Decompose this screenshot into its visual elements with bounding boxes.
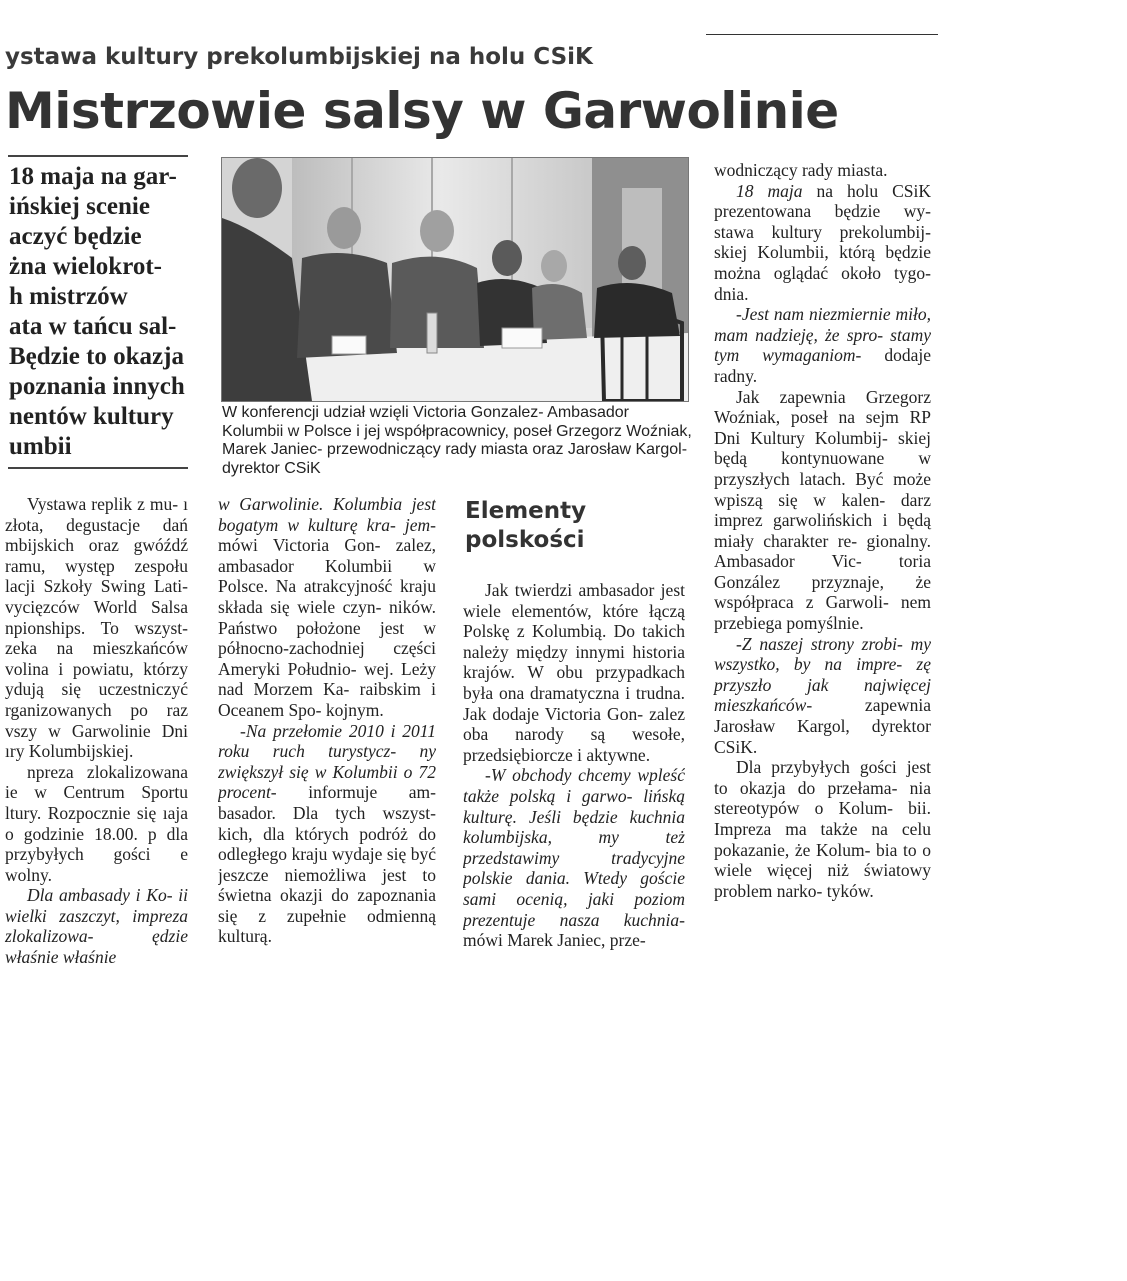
lead-line: ińskiej scenie [9, 193, 150, 220]
paragraph: Dla przybyłych gości jest to okazja do przełama- nia stereotypów o Kolum- bii. Impreza ma także na celu pokazanie, że Kolum- bia to o wiele więcej niż światowy problem narko- tyków. [714, 757, 931, 901]
paragraph: Jak twierdzi ambasador jest wiele elementów, które łączą Polskę z Kolumbią. Do takich należy między innymi historia krajów. W obu przypadkach była ona dramatyczna i trudna. Jak dodaje Victoria Gon- zalez oba narody są wesołe, przedsiębiorcze i aktywne. [463, 580, 685, 765]
quote: -Na przełomie 2010 i 2011 roku ruch turystycz- ny zwiększył się w Kolumbii o 72 procent- [218, 720, 436, 803]
conference-photo-illustration [222, 158, 688, 401]
conference-photo [221, 157, 689, 402]
lead-line: ata w tańcu sal- [9, 313, 177, 340]
paragraph: Vystawa replik z mu- ı złota, degustacje dań mbijskich oraz gwóźdź ramu, występ zespołu lacji Szkoły Swing Lati- vycięzców World Salsa npionships. To wszyst- zeka na mieszkańców volina i powiatu, którzy ydują się uczestniczyć rganizowanych po raz vszy w Garwolinie Dni ıry Kolumbijskiej. [5, 494, 188, 762]
paragraph: wodniczący rady miasta. [714, 160, 888, 180]
paragraph-text: mówi Victoria Gon- zalez, ambasador Kolumbii w Polsce. Na atrakcyjność kraju składa się wiele czyn- ników. Państwo położone jest w północno-zachodniej części Ameryki Południo- wej. Leży nad Morzem Ka- raibskim i Oceanem Spo- kojnym. [218, 535, 436, 720]
lead-line: poznania innych [9, 373, 185, 400]
lead-bottom-rule [8, 467, 188, 469]
paragraph [714, 634, 931, 758]
lead-paragraph [9, 162, 195, 462]
article-column-4 [714, 160, 931, 901]
paragraph [714, 181, 931, 305]
lead-line: 18 maja na gar- [9, 163, 177, 190]
kicker: ystawa kultury prekolumbijskiej na holu CSiK [5, 44, 593, 70]
paragraph: npreza zlokalizowana ie w Centrum Sportu ltury. Rozpocznie się ıaja o godzinie 18.00. p dla przybyłych gości e wolny. [5, 761, 188, 885]
paragraph: Jak zapewnia Grzegorz Woźniak, poseł na sejm RP Dni Kultury Kolumbij- skiej będą kontynuowane w przyszłych latach. Być może wpiszą się w kalen- darz imprez garwolińskich i będą miały charakter re- gionalny. Ambasador Vic- toria González przyznaje, że współpraca z Garwoli- nem przebiega pomyślnie. [714, 386, 931, 634]
article-column-2 [218, 494, 436, 980]
paragraph-text: na holu CSiK prezentowana będzie wy- stawa kultury prekolumbij- skiej Kolumbii, którą będzie można oglądać około tygo- dnia. [714, 180, 931, 304]
section-subhead: Elementy polskości [465, 498, 587, 553]
quote: w Garwolinie. Kolumbia jest bogatym w kulturę kra- jem- [218, 494, 436, 535]
quote: Dla ambasady i Ko- ii wielki zaszczyt, impreza zlokalizowa- ędzie właśnie właśnie [5, 885, 188, 968]
lead-line: żna wielokrot- [9, 253, 162, 280]
lead-line: aczyć będzie [9, 223, 142, 250]
lead-top-rule [8, 155, 188, 157]
paragraph [714, 304, 931, 386]
top-rule [706, 34, 938, 35]
paragraph [5, 885, 188, 967]
quote: -W obchody chcemy wpleść także polską i garwo- lińską kulturę. Jeśli będzie kuchnia kolumbijska, my też przedstawimy tradycyjne polskie dania. Wtedy goście sami ocenią, jaki poziom prezentuje nasza kuchnia- [463, 765, 685, 930]
paragraph-text: dodaje radny. [714, 345, 931, 386]
lead-line: Będzie to okazja [9, 343, 184, 370]
paragraph-text: zapewnia Jarosław Kargol, dyrektor CSiK. [714, 695, 931, 757]
paragraph [218, 494, 436, 721]
lead-line: umbii [9, 433, 72, 460]
lead-line: h mistrzów [9, 283, 128, 310]
headline: Mistrzowie salsy w Garwolinie [5, 82, 839, 140]
article-column-3 [463, 580, 685, 980]
paragraph [218, 721, 436, 948]
photo-caption: W konferencji udział wzięli Victoria Gonzalez- Ambasador Kolumbii w Polsce i jej współpracownicy, poseł Grzegorz Woźniak, Marek Janiec- przewodniczący rady miasta oraz Jarosław Kargol- dyrektor CSiK [222, 404, 692, 477]
paragraph-text: mówi Marek Janiec, prze- [463, 930, 646, 951]
lead-line: nentów kultury [9, 403, 174, 430]
paragraph-text: informuje am- basador. Dla tych wszyst- kich, dla których podróż do odległego kraju wydaje się być jeszcze niemożliwa jest to świetna okazji do zapoznania się z zupełnie odmienną kulturą. [218, 782, 436, 947]
paragraph [463, 765, 685, 950]
date-highlight: 18 maja [736, 180, 803, 201]
quote: -Jest nam niezmiernie miło, mam nadzieję, że spro- stamy tym wymaganiom- [714, 304, 931, 366]
quote: -Z naszej strony zrobi- my wszystko, by na impre- zę przyszło jak najwięcej mieszkańców- [714, 633, 931, 716]
article-column-1 [5, 494, 188, 968]
